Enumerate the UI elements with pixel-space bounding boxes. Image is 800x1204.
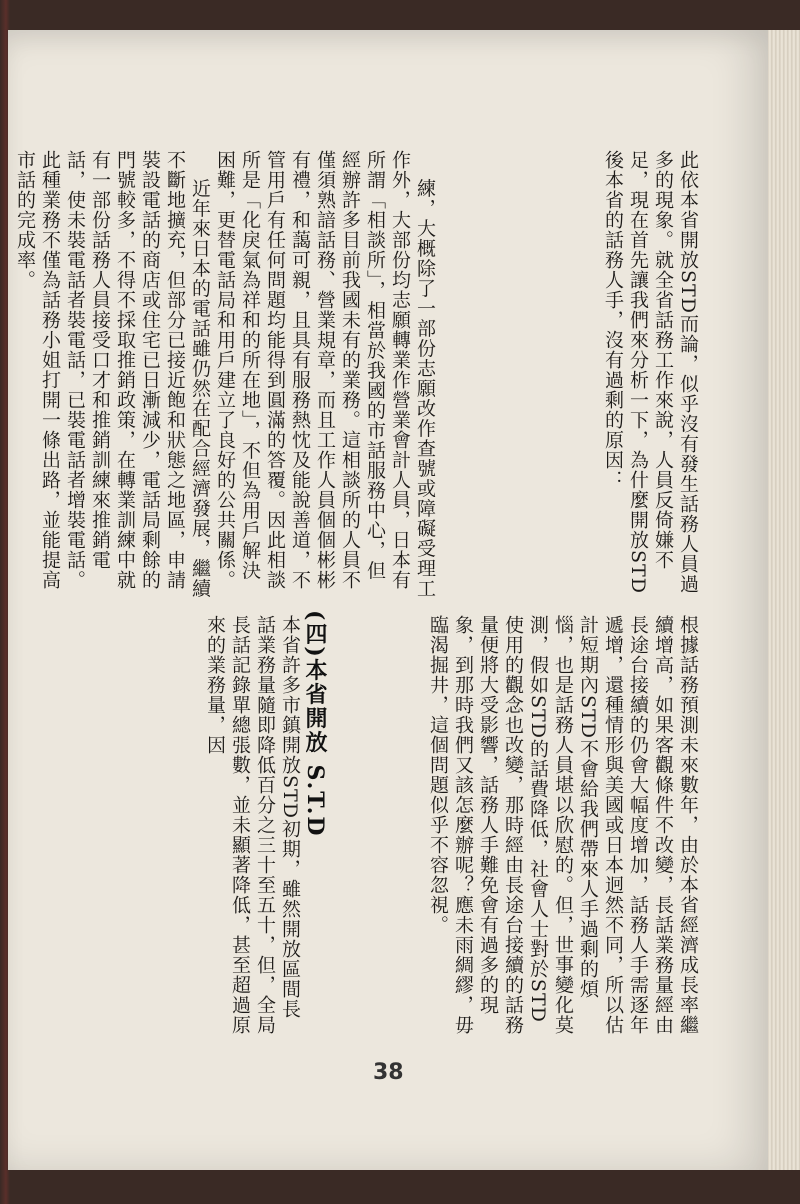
paragraph-1: 練，大概除了一部份志願改作查號或障礙受理工作外，大部份均志願轉業作營業會計人員，日本有所謂「相談所」，相當於我國的市話服務中心，但經辦許多目前我國未有的業務。這相談所的人員不僅須熟諳話務、營業規章，而且工作人員個個彬彬有禮，和藹可親，且具有服務熱忱及能說善道，不管用戶有任何問題均能得到圓滿的答覆。因此相談所是「化戾氣為祥和的所在地」，不但為用戶解決困難，更替電話局和用戶建立了良好的公共關係。 — [214, 150, 436, 599]
section-heading: (四)本省開放 S.T.D — [302, 610, 328, 838]
paragraph-2: 近年來日本的電話雖仍然在配合經濟發展，繼續不斷地擴充，但部分已接近飽和狀態之地區，申請裝設電話的商店或住宅已日漸減少，電話局剩餘的門號較多，不得不採取推銷政策，在轉業訓練中就有一部份話務人員接受口才和推銷訓練來推銷電話，使未裝電話者裝電話，已裝電話者增裝電話。此種業務不僅為話務小姐打開一條出路，並能提高市話的完成率。 — [14, 150, 211, 599]
page-edges — [768, 30, 800, 1170]
page-number: 38 — [373, 1060, 404, 1085]
body-text-top-right: 此依本省開放STD而論，似乎沒有發生話務人員過多的現象。就全省話務工作來說，人員反倚嫌不足，現在首先讓我們來分析一下，為什麼開放STD後本省的話務人手，沒有過剩的原因： — [602, 150, 699, 594]
body-text-bottom-right: 根據話務預測未來數年，由於本省經濟成長率繼續增高，如果客觀條件不改變，長話業務量經由長途台接續的仍會大幅度增加，話務人手需逐年遞增，還種情形與美國或日本迥然不同，所以估計短期內STD不會給我們帶來人手過剩的煩惱，也是話務人員堪以欣慰的。但，世事變化莫測，假如STD的話費降低，社會人士對於STD使用的觀念也改變，那時經由長途台接續的話務量便將大受影響，話務人手難免會有過多的現象，到那時我們又該怎麼辦呢？應未雨綢繆，毋臨渴掘井，這個問題似乎不容忽視。 — [427, 615, 699, 1035]
body-text-top-left — [14, 150, 462, 600]
body-text-bottom-left: 本省許多市鎮開放STD初期，雖然開放區間長話業務量隨即降低百分之三十至五十，但，全局長話記錄單總張數，並未顯著降低，甚至超過原來的業務量，因 — [204, 615, 301, 1035]
